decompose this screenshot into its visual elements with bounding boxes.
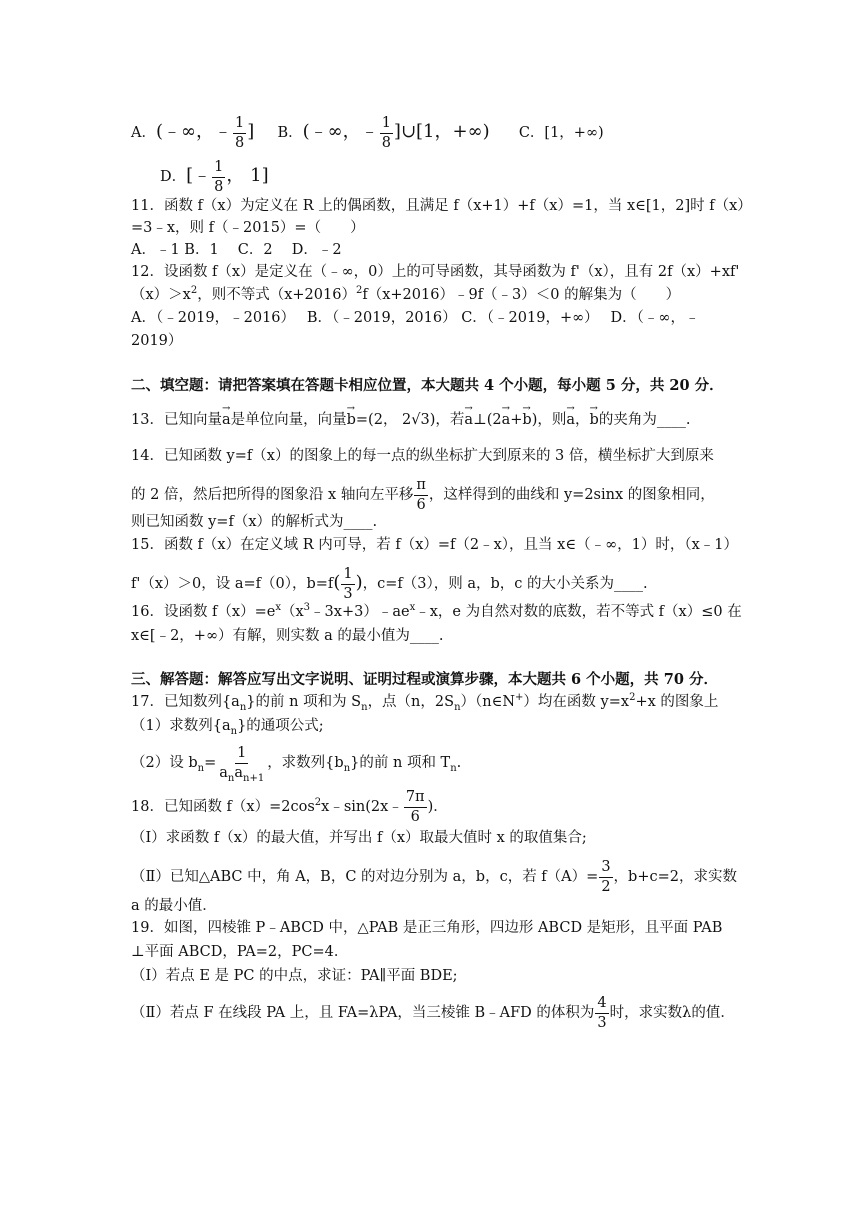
q17-part2 [131, 745, 462, 784]
q13-part-6: + [510, 412, 523, 428]
q17-part-e: ）均在函数 y=x [523, 694, 630, 710]
q19-line1: 19．如图，四棱锥 P﹣ABCD 中，△PAB 是正三角形，四边形 ABCD 是矩形，且平面 PAB [131, 920, 723, 936]
vector-b: → b [347, 410, 356, 430]
q18-part-c: )． [427, 799, 448, 815]
q17-part-b: }的前 n 项和为 S [246, 694, 362, 710]
q10-option-b-fraction [380, 116, 393, 150]
vector-a: → a [222, 410, 231, 430]
q10-option-c: C．[1，+∞) [518, 125, 604, 141]
q13-part-3: =(2， 2 [355, 412, 412, 428]
q18-num: 7π [404, 790, 427, 808]
q17-sup-2: 2 [629, 692, 636, 704]
q17-part-c: ，点（n，2S [367, 694, 455, 710]
q17-den [217, 764, 266, 784]
q10-d-num: 1 [212, 160, 225, 178]
q17-p2-sub3: n [450, 762, 457, 774]
q18-p2-b: ，b+c=2，求实数 [613, 869, 737, 885]
q17-p2-d: . [456, 755, 462, 771]
q18-part2-cont: a 的最小值． [131, 898, 217, 914]
q13-part-8: ， [575, 412, 590, 428]
q19-p2-a: （Ⅱ）若点 F 在线段 PA 上，且 FA=λPA，当三棱锥 B﹣AFD 的体积为 [131, 1005, 595, 1021]
q17-part1 [131, 716, 324, 736]
q10-option-a-open: (﹣∞，﹣ [155, 121, 233, 142]
q17-fraction [217, 745, 266, 784]
q16-sup-3: 3 [303, 602, 311, 614]
q17-sup-plus: + [515, 692, 524, 704]
q18-p2-fraction [599, 860, 612, 894]
q16-part-a: 16．设函数 f（x）=e [131, 604, 276, 620]
q15-line2-part-b: ，c=f（3），则 a，b，c 的大小关系为____. [362, 576, 648, 592]
q13-line [131, 410, 690, 430]
q17-part-f: +x 的图象上 [635, 694, 719, 710]
q17-num: 1 [235, 746, 248, 764]
vector-a-4: → a [566, 410, 575, 430]
q16-part-c: ﹣3x+3）﹣ae [310, 604, 410, 620]
q13-part-1: 13．已知向量 [131, 412, 222, 428]
q17-p2-sub: n [197, 762, 205, 774]
q16-line2: x∈[﹣2，+∞）有解，则实数 a 的最小值为____. [131, 628, 444, 644]
q17-p1-sub: n [230, 725, 238, 737]
q17-sub-n3: n [454, 701, 461, 713]
q15-den: 3 [343, 585, 353, 602]
q11-line1: 11．函数 f（x）为定义在 R 上的偶函数，且满足 f（x+1）+f（x）=1，当 x∈[1，2]时 f（x） [131, 198, 752, 214]
q10-option-b-open: (﹣∞，﹣ [302, 121, 379, 142]
q12-sup-2: 2 [190, 285, 198, 297]
section-2-heading: 二、填空题：请把答案填在答题卡相应位置，本大题共 4 个小题，每小题 5 分，共 20 分． [131, 377, 724, 394]
q17-p1-b: }的通项公式; [237, 718, 324, 734]
q10-option-b-label: B． [277, 125, 303, 141]
q17-p2-sub2: n [343, 762, 351, 774]
q10-option-a-close: ] [247, 121, 255, 142]
q19-line2: ⊥平面 ABCD，PA=2，PC=4． [131, 944, 349, 960]
q10-option-a-label: A． [131, 125, 156, 141]
q12-options: A．（﹣2019，﹣2016） B．（﹣2019，2016） C．（﹣2019，+∞） D．（﹣∞，﹣ [131, 310, 700, 326]
q17-sub-n2: n [361, 701, 368, 713]
q14-den: 6 [416, 496, 426, 513]
q11-options: A．﹣1 B．1 C．2 D．﹣2 [131, 242, 342, 258]
q10-options-row1 [131, 116, 604, 150]
q16-sup-x: x [275, 602, 281, 614]
q12-line2-part-a: （x）＞x [131, 287, 191, 303]
q13-sqrt3: √3 [411, 412, 430, 428]
q18-part1: （Ⅰ）求函数 f（x）的最大值，并写出 f（x）取最大值时 x 的取值集合; [131, 830, 587, 846]
q17-den-sub-n: n [227, 772, 235, 784]
q17-p2-b: ，求数列{b [267, 755, 344, 771]
q10-option-d-open: [﹣ [186, 165, 212, 186]
q13-part-4: )，若 [429, 412, 465, 428]
q19-num: 4 [595, 996, 608, 1014]
q19-part1: （Ⅰ）若点 E 是 PC 的中点，求证：PA∥平面 BDE; [131, 968, 458, 984]
q10-b-num: 1 [380, 116, 393, 134]
vector-b-2: → b [522, 410, 531, 430]
q14-line3: 则已知函数 y=f（x）的解析式为____. [131, 514, 378, 530]
q18-line1 [131, 790, 448, 824]
q10-a-den: 8 [235, 134, 245, 151]
q10-option-d-label: D． [160, 169, 187, 185]
q14-fraction [414, 478, 428, 512]
q16-sup-x2: x [409, 602, 416, 614]
q17-line1 [131, 692, 718, 712]
q13-part-9: 的夹角为____. [598, 412, 691, 428]
q18-fraction [404, 790, 427, 824]
q19-p2-b: 时，求实数λ的值． [609, 1005, 735, 1021]
q16-line1 [131, 602, 742, 622]
q14-line1: 14．已知函数 y=f（x）的图象上的每一点的纵坐标扩大到原来的 3 倍，横坐标扩大到原来 [131, 448, 714, 464]
q19-part2 [131, 996, 735, 1030]
q18-den: 6 [410, 808, 420, 825]
q17-p2-eq: = [204, 755, 217, 771]
q18-sup-2: 2 [314, 797, 322, 809]
q14-line2-part-a: 的 2 倍，然后把所得的图象沿 x 轴向左平移 [131, 487, 414, 503]
q15-num: 1 [341, 567, 354, 585]
q19-fraction [595, 996, 608, 1030]
q17-den-a2: a [234, 764, 243, 781]
q10-option-a-fraction [233, 116, 246, 150]
q10-option-d-close: ， 1] [226, 165, 269, 186]
q15-line2: f'（x）＞0，设 a=f（0），b=f( $\frac{1}{3}$ )，c=f（3），则 a，b，c 的大小关系为____. [131, 566, 648, 602]
q17-den-sub-n1: n+1 [243, 772, 265, 784]
q17-den-a: a [219, 764, 228, 781]
q12-line2-part-b: ，则不等式（x+2016） [197, 287, 356, 303]
q15-fraction [341, 567, 354, 601]
q10-a-num: 1 [233, 116, 246, 134]
q10-b-den: 8 [381, 134, 391, 151]
q17-p1-a: （1）求数列{a [131, 718, 231, 734]
q12-line2-part-c: f（x+2016）﹣9f（﹣3）＜0 的解集为（ ） [362, 287, 681, 303]
q13-part-7: )，则 [531, 412, 567, 428]
q12-options-cont: 2019） [131, 333, 183, 349]
q18-cos: cos [290, 799, 315, 815]
q19-den: 3 [597, 1014, 607, 1031]
q11-line2: =3﹣x，则 f（﹣2015）=（ ） [131, 220, 365, 236]
q10-option-d-fraction [212, 160, 225, 194]
q18-p2-den: 2 [601, 878, 611, 895]
q17-part-d: ）（n∈N [460, 694, 516, 710]
q17-sub-n: n [239, 701, 247, 713]
section-3-heading: 三、解答题：解答应写出文字说明、证明过程或演算步骤，本大题共 6 个小题，共 70 分． [131, 671, 718, 688]
q17-part-a: 17．已知数列{a [131, 694, 240, 710]
q18-p2-num: 3 [599, 860, 612, 878]
vector-a-3: → a [502, 410, 511, 430]
q12-sup-2b: 2 [355, 285, 363, 297]
q13-part-5: ⊥(2 [473, 412, 502, 428]
q14-num: π [414, 478, 428, 496]
vector-b-3: → b [590, 410, 599, 430]
vector-a-2: → a [464, 410, 473, 430]
q15-line2-part-a: f'（x）＞0，设 a=f（0），b=f [131, 576, 334, 592]
q10-option-b-close: ]∪[1，+∞) [393, 121, 490, 142]
q12-line1: 12．设函数 f（x）是定义在（﹣∞，0）上的可导函数，其导函数为 f'（x），且有 2f（x）+xf' [131, 264, 740, 280]
q10-options-row2 [160, 160, 269, 194]
q15-line1: 15．函数 f（x）在定义域 R 内可导，若 f（x）=f（2﹣x），且当 x∈（﹣∞，1）时，（x﹣1） [131, 537, 739, 553]
q18-part-a: 18．已知函数 f（x）=2 [131, 799, 291, 815]
q16-part-d: ﹣x，e 为自然对数的底数，若不等式 f（x）≤0 在 [415, 604, 742, 620]
q14-line2 [131, 478, 715, 512]
q16-part-b: （x [280, 604, 304, 620]
q18-part2 [131, 860, 737, 894]
q12-line2 [131, 285, 680, 305]
q10-d-den: 8 [214, 178, 224, 195]
q18-part-b: x﹣sin(2x﹣ [321, 799, 403, 815]
q17-p2-a: （2）设 b [131, 755, 198, 771]
q14-line2-part-b: ，这样得到的曲线和 y=2sinx 的图象相同， [428, 487, 715, 503]
q17-p2-c: }的前 n 项和 T [350, 755, 451, 771]
q18-p2-a: （Ⅱ）已知△ABC 中，角 A，B，C 的对边分别为 a，b，c，若 f（A）= [131, 869, 599, 885]
q13-part-2: 是单位向量，向量 [230, 412, 347, 428]
